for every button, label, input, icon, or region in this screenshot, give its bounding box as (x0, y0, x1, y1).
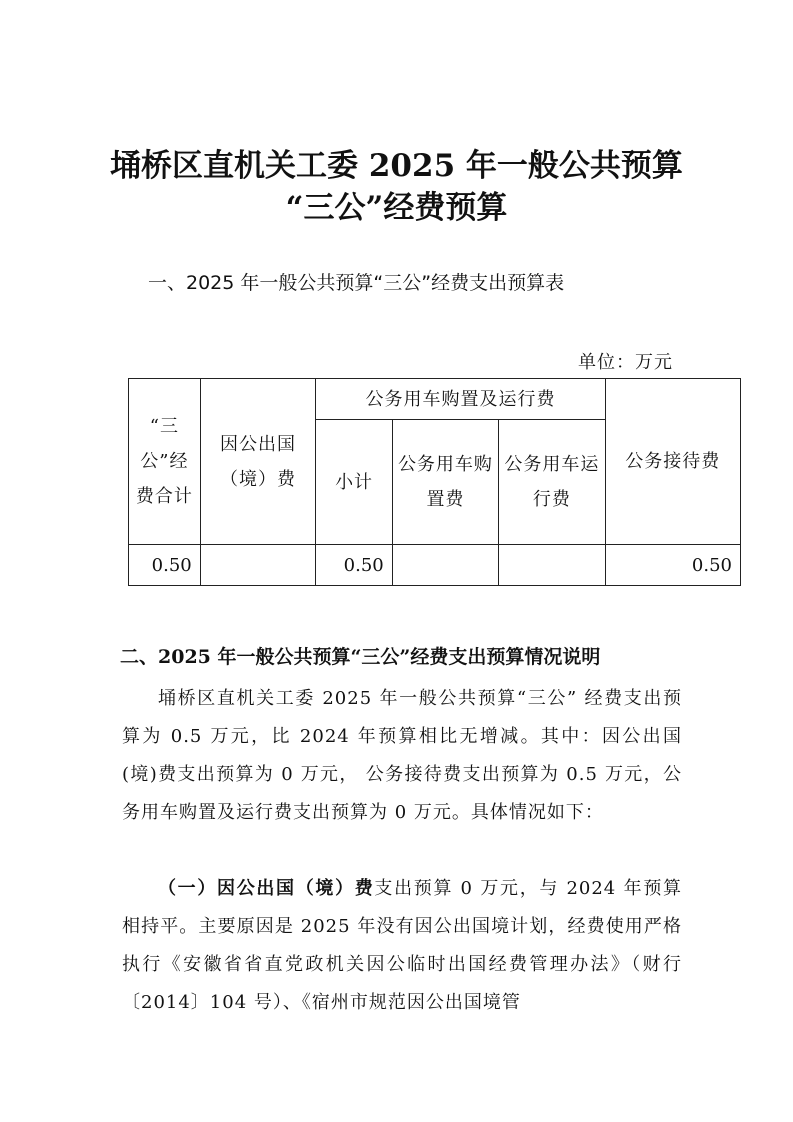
document-title-line1: 埇桥区直机关工委 2025 年一般公共预算 (110, 148, 683, 184)
cell-total: 0.50 (129, 545, 201, 586)
table-row (129, 545, 741, 586)
header-reception: 公务接待费 (605, 379, 740, 545)
header-vehicle-group: 公务用车购置及运行费 (316, 379, 605, 420)
table-header-row (129, 379, 741, 420)
paragraph-summary: 埇桥区直机关工委 2025 年一般公共预算“三公” 经费支出预算为 0.5 万元，比 2024 年预算相比无增减。其中：因公出国(境)费支出预算为 0 万元， 公务接待费支出预算为 0.5 万元，公务用车购置及运行费支出预算为 0 万元。具体情况如下： (122, 688, 682, 823)
header-abroad: 因公出国（境）费 (200, 379, 316, 545)
paragraph-abroad-lead: （一）因公出国（境）费 (158, 878, 375, 899)
paragraph-abroad-detail (122, 870, 682, 1022)
budget-table (128, 378, 741, 586)
paragraph-abroad-body: 支出预算 0 万元，与 2024 年预算相持平。主要原因是 2025 年没有因公出国境计划，经费使用严格执行《安徽省省直党政机关因公临时出国经费管理办法》（财行〔2014〕104 号）、《宿州市规范因公出国境管 (122, 878, 683, 1013)
header-total: “三公”经费合计 (129, 379, 201, 545)
unit-label: 单位：万元 (578, 352, 673, 373)
cell-reception: 0.50 (605, 545, 740, 586)
document-title-line2: “三公”经费预算 (285, 190, 508, 226)
section2-heading: 二、2025 年一般公共预算“三公”经费支出预算情况说明 (120, 646, 601, 668)
cell-subtotal: 0.50 (316, 545, 392, 586)
header-vehicle-purchase: 公务用车购置费 (392, 420, 498, 545)
header-subtotal: 小计 (316, 420, 392, 545)
header-vehicle-operation: 公务用车运行费 (499, 420, 605, 545)
cell-vehicle-purchase (392, 545, 498, 586)
cell-vehicle-operation (499, 545, 605, 586)
section1-heading: 一、2025 年一般公共预算“三公”经费支出预算表 (148, 272, 565, 294)
cell-abroad (200, 545, 316, 586)
